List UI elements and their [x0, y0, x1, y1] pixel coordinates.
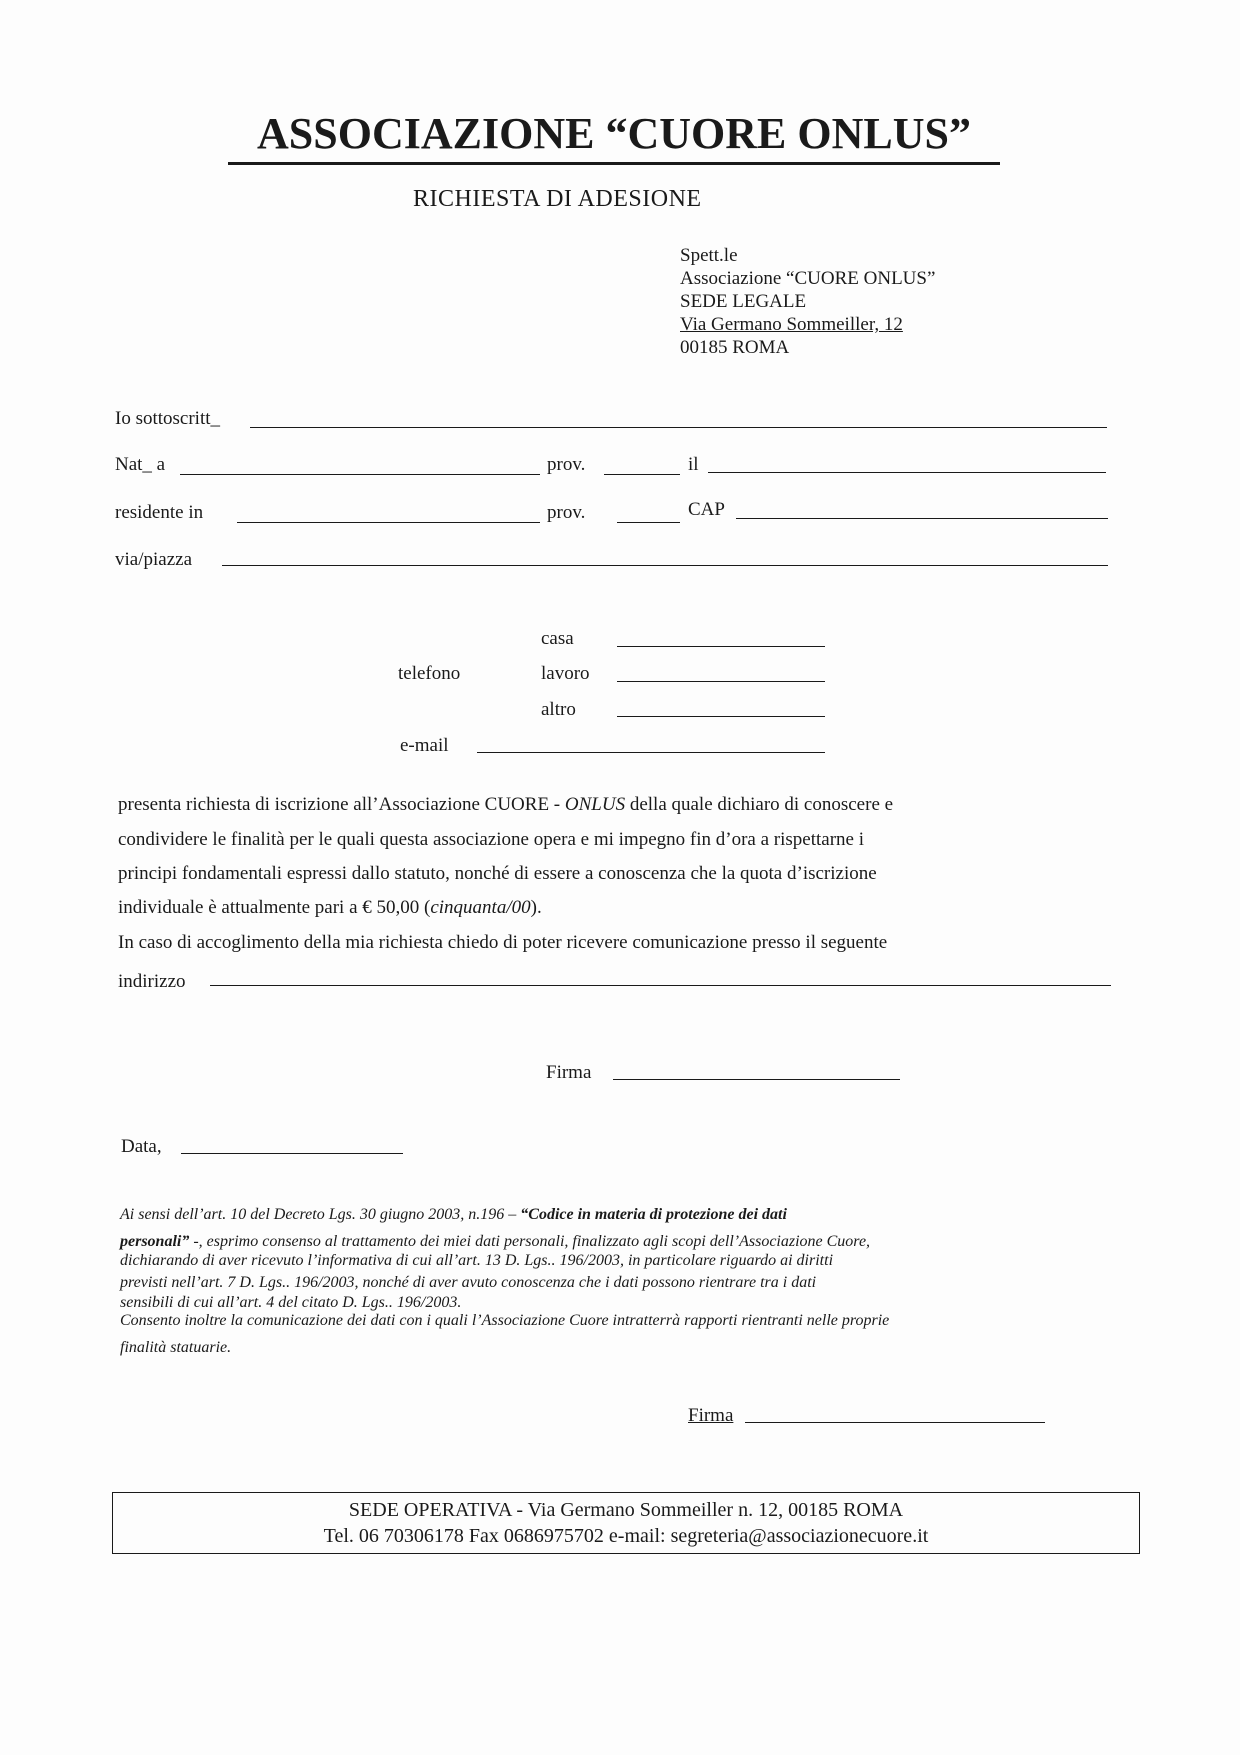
prov2-label: prov.	[547, 502, 586, 523]
telefono-label: telefono	[398, 663, 461, 684]
privacy-line-7: finalità statuarie.	[120, 1339, 232, 1356]
recipient-street: Via Germano Sommeiller, 12	[680, 314, 903, 335]
nato-label: Nat_ a	[115, 454, 166, 475]
lavoro-phone-field[interactable]	[617, 681, 825, 682]
lavoro-label: lavoro	[541, 663, 590, 684]
footer-contacts: Tel. 06 70306178 Fax 0686975702 e-mail: segreteria@associazionecuore.it	[323, 1525, 929, 1547]
recipient-salutation: Spett.le	[680, 245, 738, 266]
recipient-city: 00185 ROMA	[680, 337, 790, 358]
sottoscritto-field[interactable]	[250, 427, 1107, 428]
nato-field[interactable]	[180, 474, 540, 475]
prov2-field[interactable]	[617, 522, 680, 523]
residence-field[interactable]	[237, 522, 540, 523]
firma-field[interactable]	[613, 1079, 900, 1080]
footer-box	[112, 1492, 1140, 1554]
prov-label: prov.	[547, 454, 586, 475]
email-label: e-mail	[400, 735, 449, 756]
firma2-field[interactable]	[745, 1422, 1045, 1423]
birthdate-field[interactable]	[708, 472, 1106, 473]
prov-field[interactable]	[604, 474, 680, 475]
firma-label: Firma	[546, 1062, 592, 1083]
firma2-label: Firma	[688, 1405, 734, 1426]
body-line-1: presenta richiesta di iscrizione all’Associazione CUORE - ONLUS della quale dichiaro di conoscere e	[118, 794, 894, 815]
altro-label: altro	[541, 699, 576, 720]
residente-label: residente in	[115, 502, 204, 523]
indirizzo-label: indirizzo	[118, 971, 186, 992]
casa-label: casa	[541, 628, 574, 649]
il-label: il	[688, 454, 699, 475]
privacy-line-4: previsti nell’art. 7 D. Lgs.. 196/2003, nonché di aver avuto conoscenza che i dati possono rientrare tra i dati	[120, 1274, 817, 1291]
cap-field[interactable]	[736, 518, 1108, 519]
privacy-line-6: Consento inoltre la comunicazione dei dati con i quali l’Associazione Cuore intratterrà rapporti rientranti nelle proprie	[120, 1312, 890, 1329]
altro-phone-field[interactable]	[617, 716, 825, 717]
body-line-3: principi fondamentali espressi dallo statuto, nonché di essere a conoscenza che la quota d’iscrizione	[118, 863, 877, 884]
indirizzo-field[interactable]	[210, 985, 1111, 986]
body-line-4: individuale è attualmente pari a € 50,00 (cinquanta/00).	[118, 897, 542, 918]
privacy-line-5: sensibili di cui all’art. 4 del citato D. Lgs.. 196/2003.	[120, 1294, 462, 1311]
cap-label: CAP	[688, 499, 725, 520]
sottoscritto-label: Io sottoscritt_	[115, 408, 221, 429]
privacy-line-3: dichiarando di aver ricevuto l’informativa di cui all’art. 13 D. Lgs.. 196/2003, in particolare riguardo ai diritti	[120, 1252, 834, 1269]
via-field[interactable]	[222, 565, 1108, 566]
body-line-2: condividere le finalità per le quali questa associazione opera e mi impegno fin d’ora a rispettarne i	[118, 829, 864, 850]
page-title: ASSOCIAZIONE “CUORE ONLUS”	[228, 108, 1000, 165]
email-field[interactable]	[477, 752, 825, 753]
recipient-office: SEDE LEGALE	[680, 291, 807, 312]
data-label: Data,	[121, 1136, 162, 1157]
body-line-5: In caso di accoglimento della mia richiesta chiedo di poter ricevere comunicazione presso il seguente	[118, 932, 888, 953]
form-subtitle: RICHIESTA DI ADESIONE	[413, 186, 702, 212]
via-label: via/piazza	[115, 549, 193, 570]
recipient-name: Associazione “CUORE ONLUS”	[680, 268, 936, 289]
casa-phone-field[interactable]	[617, 646, 825, 647]
privacy-line-2: personali” -, esprimo consenso al trattamento dei miei dati personali, finalizzato agli scopi dell’Associazione Cuore,	[120, 1233, 871, 1250]
privacy-line-1: Ai sensi dell’art. 10 del Decreto Lgs. 30 giugno 2003, n.196 – “Codice in materia di protezione dei dati	[120, 1206, 787, 1223]
footer-address: SEDE OPERATIVA - Via Germano Sommeiller n. 12, 00185 ROMA	[348, 1499, 904, 1521]
date-field[interactable]	[181, 1153, 403, 1154]
